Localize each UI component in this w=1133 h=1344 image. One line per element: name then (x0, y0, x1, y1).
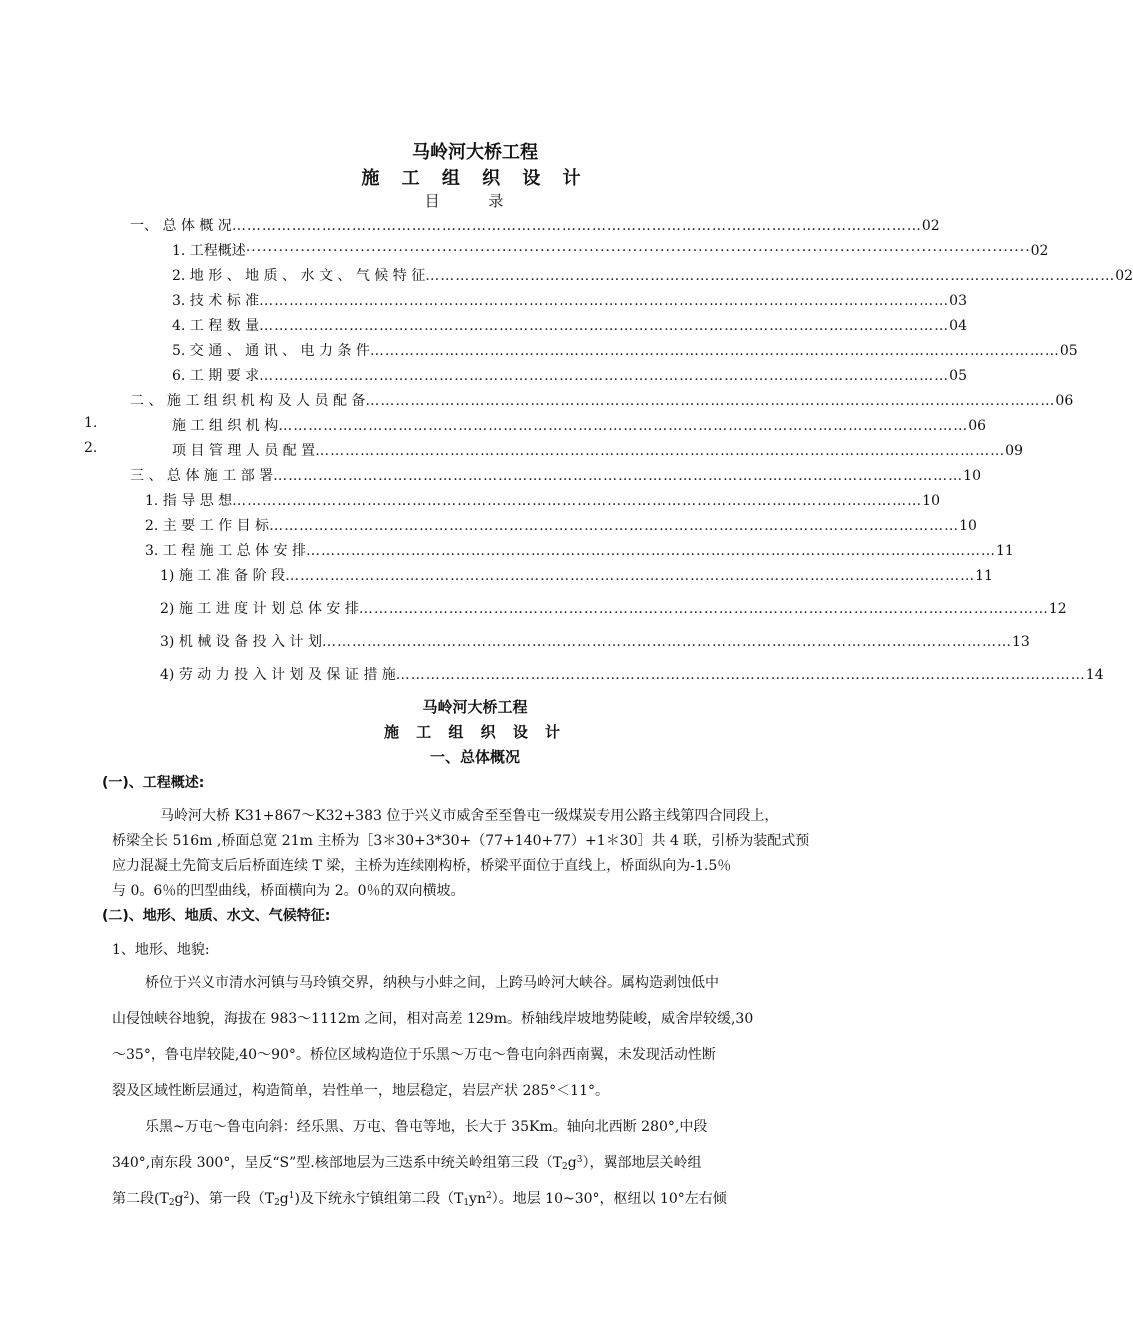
toc-entry[interactable] (160, 565, 993, 587)
toc-leader: ………………………………………………………………………………………………………………………… (365, 393, 1056, 409)
toc-page: 05 (949, 368, 967, 384)
formula-base: g (174, 1191, 184, 1207)
paragraph-line: 马岭河大桥 K31+867～K32+383 位于兴义市威舍至至鲁屯一级煤炭专用公路主线第四合同段上， (160, 808, 779, 824)
toc-entry[interactable] (172, 365, 967, 387)
toc-label: 2. 地 形 、 地 质 、 水 文 、 气 候 特 征 (172, 268, 426, 284)
toc-leader: ………………………………………………………………………………………………………………………… (232, 493, 923, 509)
text-run: )及下统永宁镇组第二段（T (294, 1191, 464, 1207)
toc-label: 项 目 管 理 人 员 配 置 (172, 443, 316, 459)
toc-page: 09 (1005, 443, 1023, 459)
toc-page: 06 (1055, 393, 1074, 409)
toc-page: 10 (963, 468, 981, 484)
formula-subscript: 1 (463, 1198, 470, 1208)
toc-page: 02 (1030, 243, 1049, 259)
toc-leader: ………………………………………………………………………………………………………………………… (358, 601, 1049, 617)
toc-entry[interactable] (172, 240, 1049, 262)
toc-entry[interactable] (172, 265, 1133, 287)
toc-leader: ………………………………………………………………………………………………………………………… (425, 268, 1116, 284)
toc-label: 二 、 施 工 组 织 机 构 及 人 员 配 备 (130, 393, 366, 409)
formula-superscript: 2 (485, 1191, 492, 1201)
toc-page: 02 (1115, 268, 1133, 284)
text-run: ）。地层 10~30°，枢纽以 10°左右倾 (491, 1191, 727, 1207)
cover-subtitle: 施 工 组 织 设 计 (361, 168, 589, 189)
toc-page: 06 (968, 418, 987, 434)
toc-leader: ………………………………………………………………………………………………………………………… (305, 543, 996, 559)
section-heading: (二)、地形、地质、水文、气候特征: (102, 908, 331, 924)
toc-leader: ………………………………………………………………………………………………………………………… (273, 468, 964, 484)
toc-label: 2. 主 要 工 作 目 标 (145, 518, 270, 534)
toc-entry[interactable] (172, 340, 1078, 362)
text-run: ），翼部地层关岭组 (582, 1155, 702, 1171)
toc-leader: ………………………………………………………………………………………………………………………… (369, 343, 1060, 359)
paragraph-line: 裂及区域性断层通过，构造简单，岩性单一，地层稳定，岩层产状 285°＜11°。 (112, 1083, 609, 1099)
cover-title: 马岭河大桥工程 (412, 142, 538, 163)
toc-prefix: 1. (84, 415, 98, 431)
toc-page: 04 (949, 318, 967, 334)
toc-leader: ················································································································································ (245, 243, 1031, 259)
toc-entry[interactable] (172, 290, 967, 312)
toc-label: 1) 施 工 准 备 阶 段 (160, 568, 286, 584)
toc-page: 13 (1011, 634, 1030, 650)
section-heading: (一)、工程概述: (102, 775, 205, 791)
paragraph-line (112, 1188, 727, 1208)
toc-page: 12 (1048, 601, 1067, 617)
toc-entry[interactable] (145, 515, 977, 537)
toc-label: 3. 技 术 标 准 (172, 293, 260, 309)
formula-base: g (279, 1191, 289, 1207)
toc-leader: ………………………………………………………………………………………………………………………… (321, 634, 1012, 650)
toc-page: 03 (949, 293, 967, 309)
toc-leader: ………………………………………………………………………………………………………………………… (259, 368, 950, 384)
formula-base: g (567, 1155, 577, 1171)
toc-heading: 目 录 (424, 192, 526, 210)
paragraph-line: 山侵蚀峡谷地貌，海拔在 983～1112m 之间，相对高差 129m。桥轴线岸坡地势陡峻，威舍岸较缓,30 (112, 1011, 754, 1027)
formula-subscript: 2 (274, 1198, 280, 1208)
toc-entry[interactable] (160, 598, 1067, 620)
chapter-heading: 一、总体概况 (429, 748, 520, 766)
toc-entry[interactable] (145, 540, 1014, 562)
toc-page: 02 (921, 218, 940, 234)
formula-superscript: 1 (288, 1191, 295, 1201)
toc-label: 施 工 组 织 机 构 (172, 418, 279, 434)
paragraph-line: 桥梁全长 516m ,桥面总宽 21m 主桥为［3＊30+3*30+（77+140+77）+1＊30］共 4 联，引桥为装配式预 (112, 833, 810, 849)
formula-superscript: 2 (183, 1191, 190, 1201)
toc-label: 3) 机 械 设 备 投 入 计 划 (160, 634, 322, 650)
toc-page: 05 (1059, 343, 1078, 359)
toc-label: 4. 工 程 数 量 (172, 318, 260, 334)
toc-leader: ………………………………………………………………………………………………………………………… (285, 568, 976, 584)
toc-leader: ………………………………………………………………………………………………………………………… (269, 518, 960, 534)
toc-entry[interactable] (130, 215, 940, 237)
text-run: 340°,南东段 300°，呈反“S”型.核部地层为三迭系中统关岭组第三段（T (112, 1155, 563, 1171)
toc-entry[interactable] (172, 315, 967, 337)
formula-subscript: 2 (168, 1198, 175, 1208)
paragraph-line: ～35°，鲁屯岸较陡,40～90°。桥位区域构造位于乐黑～万屯～鲁屯向斜西南翼，未发现活动性断 (112, 1047, 716, 1063)
toc-leader: ………………………………………………………………………………………………………………………… (315, 443, 1006, 459)
paragraph-line: 与 0。6％的凹型曲线，桥面横向为 2。0％的双向横坡。 (112, 883, 465, 899)
formula-base: yn (469, 1191, 486, 1207)
toc-leader: ………………………………………………………………………………………………………………………… (259, 318, 950, 334)
toc-page: 11 (975, 568, 993, 584)
toc-label: 1. 工程概述 (172, 243, 246, 259)
toc-label: 1. 指 导 思 想 (145, 493, 233, 509)
subsection-heading: 1、地形、地貌: (112, 942, 210, 958)
body-subtitle: 施 工 组 织 设 计 (383, 723, 567, 741)
toc-page: 10 (959, 518, 977, 534)
text-run: 第二段(T (112, 1191, 169, 1207)
formula-superscript: 3 (576, 1155, 583, 1165)
toc-leader: ………………………………………………………………………………………………………………………… (259, 293, 950, 309)
toc-leader: ………………………………………………………………………………………………………………………… (278, 418, 969, 434)
toc-label: 3. 工 程 施 工 总 体 安 排 (145, 543, 306, 559)
toc-page: 10 (922, 493, 940, 509)
toc-label: 5. 交 通 、 通 讯 、 电 力 条 件 (172, 343, 370, 359)
toc-prefix: 2. (84, 440, 98, 456)
toc-leader: ………………………………………………………………………………………………………………………… (231, 218, 922, 234)
toc-entry[interactable] (160, 631, 1030, 653)
toc-label: 6. 工 期 要 求 (172, 368, 260, 384)
toc-entry[interactable] (172, 440, 1023, 462)
paragraph-line (112, 1152, 701, 1172)
toc-label: 4) 劳 动 力 投 入 计 划 及 保 证 措 施 (160, 667, 396, 683)
toc-page: 14 (1085, 667, 1104, 683)
toc-entry[interactable] (130, 390, 1074, 412)
formula-subscript: 2 (562, 1162, 568, 1172)
toc-page: 11 (995, 543, 1014, 559)
body-title: 马岭河大桥工程 (422, 698, 528, 716)
toc-leader: ………………………………………………………………………………………………………………………… (395, 667, 1086, 683)
toc-entry[interactable] (172, 415, 987, 437)
toc-label: 三 、 总 体 施 工 部 署 (130, 468, 274, 484)
toc-entry[interactable] (145, 490, 940, 512)
toc-entry[interactable] (130, 465, 981, 487)
toc-label: 2) 施 工 进 度 计 划 总 体 安 排 (160, 601, 359, 617)
text-run: )、第一段（T (189, 1191, 275, 1207)
toc-entry[interactable] (160, 664, 1104, 686)
paragraph-line: 乐黑~万屯～鲁屯向斜：经乐黑、万屯、鲁屯等地，长大于 35Km。轴向北西断 280°,中段 (145, 1119, 708, 1135)
paragraph-line: 应力混凝土先简支后后桥面连续 T 梁，主桥为连续刚构桥，桥梁平面位于直线上，桥面纵向为-1.5％ (112, 858, 732, 874)
toc-label: 一、 总 体 概 况 (130, 218, 232, 234)
paragraph-line: 桥位于兴义市清水河镇与马玲镇交界，纳秧与小蚌之间，上跨马岭河大峡谷。属构造剥蚀低中 (145, 975, 719, 991)
